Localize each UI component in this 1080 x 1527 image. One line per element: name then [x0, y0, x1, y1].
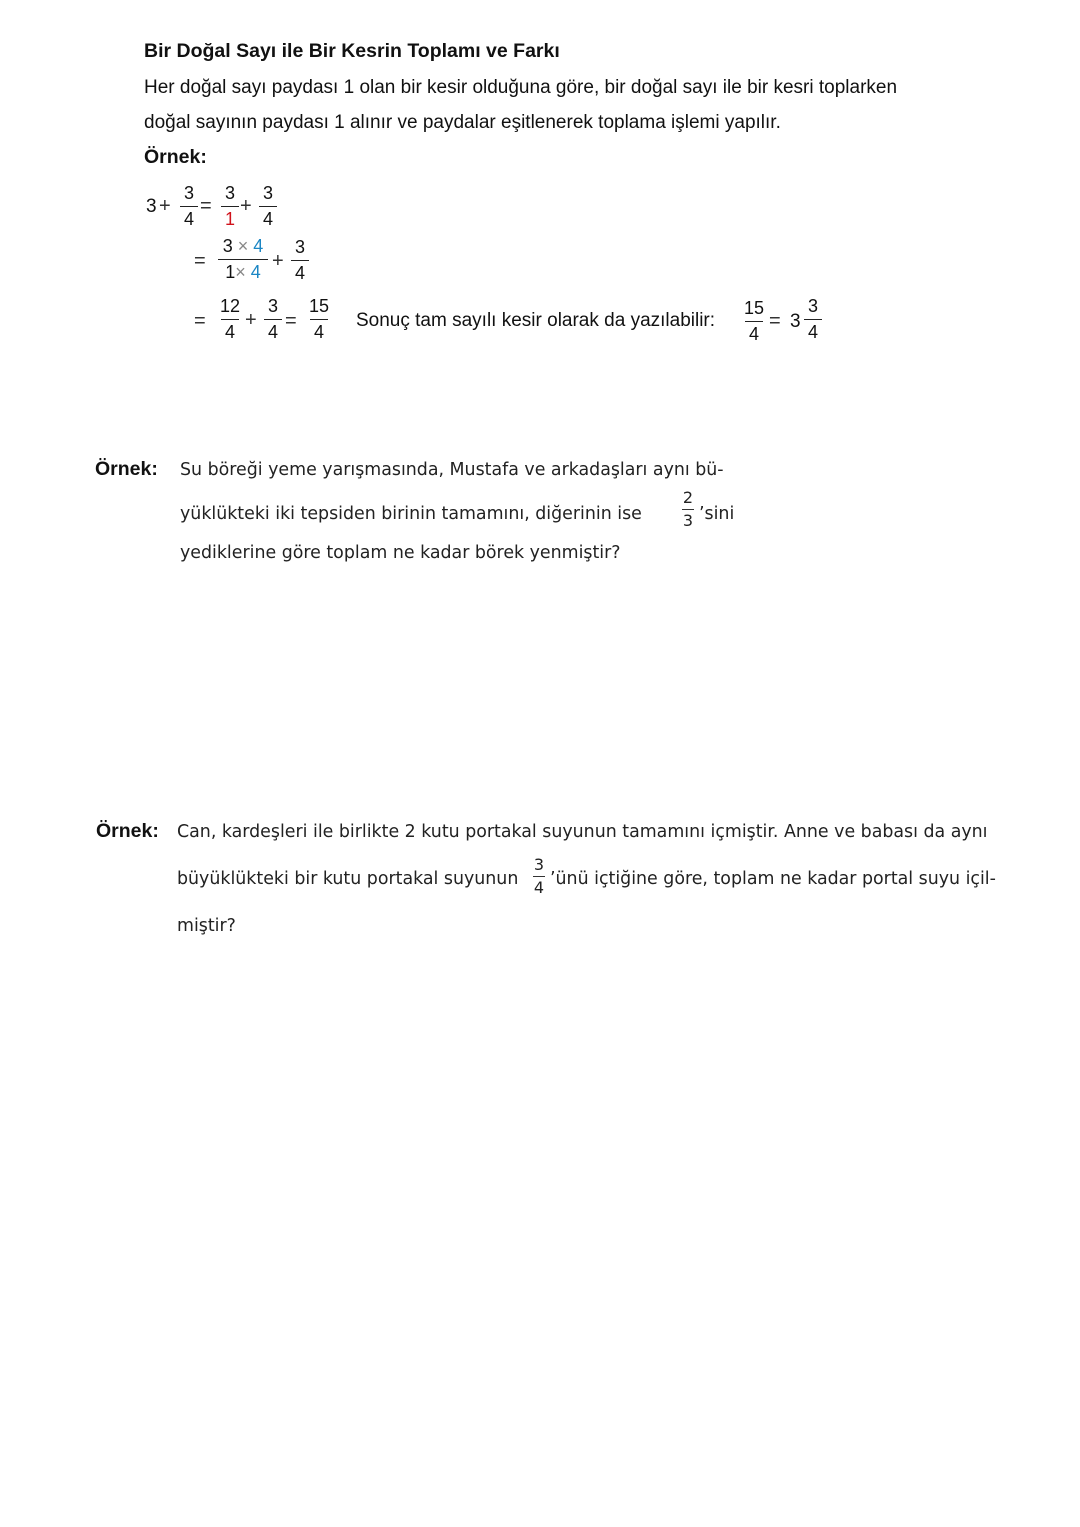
fraction-2-3: 2 3	[682, 488, 694, 530]
question-line-1: Su böreği yeme yarışmasında, Mustafa ve arkadaşları aynı bü-	[180, 460, 724, 480]
question-line-3: miştir?	[177, 916, 236, 936]
intro-paragraph-line-2: doğal sayının paydası 1 alınır ve paydalar eşitlenerek toplama işlemi yapılır.	[144, 112, 781, 133]
equals-sign: =	[200, 195, 212, 217]
whole-number: 3	[146, 196, 157, 217]
example-label: Örnek:	[95, 458, 158, 480]
fraction-3-1: 3 1	[215, 183, 245, 229]
fraction-12-4: 12 4	[219, 296, 241, 342]
fraction-expanded: 3 × 4 1× 4	[216, 236, 270, 282]
fraction-3-4: 3 4	[285, 237, 315, 283]
equals-sign: =	[194, 250, 206, 272]
mixed-number-note: Sonuç tam sayılı kesir olarak da yazılabilir:	[356, 310, 716, 331]
fraction-3-4: 3 4	[258, 296, 288, 342]
fraction-3-4: 3 4	[798, 296, 828, 342]
fraction-15-4: 15 4	[743, 298, 765, 344]
question-line-2: yüklükteki iki tepsiden birinin tamamını, diğerinin ise	[180, 504, 642, 524]
plus-sign: +	[245, 309, 257, 331]
section-heading: Bir Doğal Sayı ile Bir Kesrin Toplamı ve Farkı	[144, 40, 560, 62]
question-line-2-suffix: ’sini	[699, 504, 735, 524]
fraction-3-4: 3 4	[533, 855, 545, 897]
intro-paragraph-line-1: Her doğal sayı paydası 1 olan bir kesir olduğuna göre, bir doğal sayı ile bir kesri toplarken	[144, 77, 898, 98]
question-line-2: büyüklükteki bir kutu portakal suyunun	[177, 869, 519, 889]
fraction-3-4: 3 4	[174, 183, 204, 229]
plus-sign: +	[272, 250, 284, 272]
plus-sign: +	[159, 195, 171, 217]
fraction-15-4: 15 4	[308, 296, 330, 342]
equals-sign: =	[194, 310, 206, 332]
equals-sign: =	[769, 310, 781, 332]
question-line-1: Can, kardeşleri ile birlikte 2 kutu portakal suyunun tamamını içmiştir. Anne ve babası da aynı	[177, 822, 988, 842]
fraction-3-4: 3 4	[253, 183, 283, 229]
equals-sign: =	[285, 310, 297, 332]
example-label: Örnek:	[144, 146, 207, 168]
mixed-whole: 3	[790, 311, 801, 332]
example-label: Örnek:	[96, 820, 159, 842]
question-line-3: yediklerine göre toplam ne kadar börek yenmiştir?	[180, 543, 621, 563]
question-line-2-suffix: ’ünü içtiğine göre, toplam ne kadar portal suyu içil-	[550, 869, 996, 889]
plus-sign: +	[240, 195, 252, 217]
